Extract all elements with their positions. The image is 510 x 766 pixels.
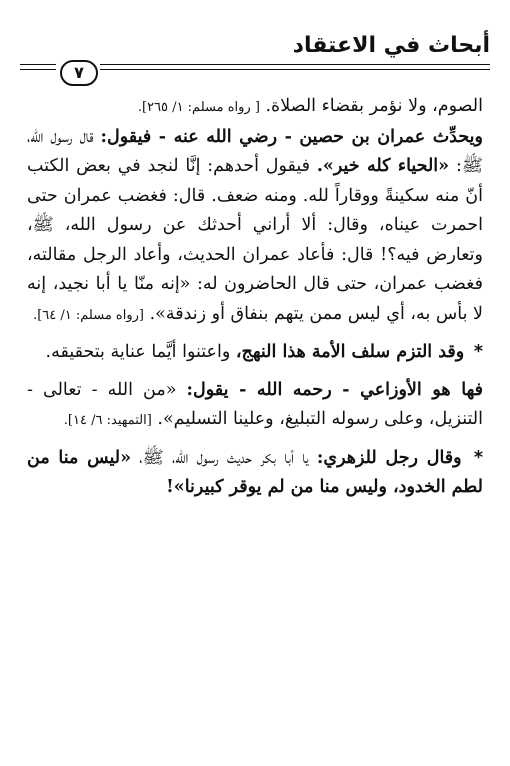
page-number: ٧: [60, 60, 98, 86]
zuhri-quote: «ليس منا من لطم الخدود، وليس منا من لم يوقر كبيرنا»!: [27, 447, 483, 497]
paragraph-gap: [27, 330, 483, 338]
page-body: [27, 92, 483, 503]
hadith-reference: [ رواه مسلم: ١/ ٢٦٥].: [137, 100, 260, 115]
paragraph-1: [27, 92, 483, 123]
paragraph-4: [27, 376, 483, 436]
bullet-marker: *: [473, 447, 483, 468]
book-title: أبحاث في الاعتقاد: [292, 33, 490, 58]
paragraph-3: [27, 338, 483, 368]
zuhri-intro: وقال رجل للزهري:: [316, 447, 462, 468]
bullet-marker: *: [473, 342, 483, 362]
tamheed-reference: [التمهيد: ٦/ ١٤].: [63, 413, 152, 428]
paragraph-5: [27, 444, 483, 503]
paragraph-2: [27, 123, 483, 331]
narration-text: قال رسول الله، ﷺ:: [27, 126, 483, 176]
awzai-quote: «من الله - تعالى - التنزيل، وعلى رسوله التبليغ، وعلينا التسليم».: [27, 379, 483, 429]
paragraph-1-text: الصوم، ولا نؤمر بقضاء الصلاة.: [265, 96, 483, 116]
zuhri-text: يا أبا بكر حديث رسول الله، ﷺ،: [139, 447, 309, 468]
hadith-reference: [رواه مسلم: ١/ ٦٤].: [33, 307, 144, 323]
header-rule-right: [100, 64, 490, 70]
hadith-quote: «الحياء كله خير».: [316, 156, 450, 176]
paragraph-gap: [27, 436, 483, 444]
narration-intro: ويحدِّث عمران بن حصين - رضي الله عنه - فيقول:: [100, 126, 483, 147]
paragraph-3-bold: وقد التزم سلف الأمة هذا النهج،: [235, 342, 465, 362]
paragraph-3-text: واعتنوا أيَّما عناية بتحقيقه.: [45, 342, 231, 362]
paragraph-gap: [27, 368, 483, 376]
narration-text: فيقول أحدهم: إنَّا لنجد في بعض الكتب أنّ منه سكينةً ووقاراً لله. ومنه ضعف. قال: فغضب عمران حتى احمرت عيناه، وقال: ألا أراني أحدثك عن رسول الله، ﷺ، وتعارض فيه؟! قال: فأعاد عمران الحديث، وأعاد الرجل مقالته، فغضب عمران، حتى قال الحاضرون له: «إنه منّا يا أبا نجيد، إنه لا بأس به، أي ليس ممن يتهم بنفاق أو زندقة».: [27, 156, 483, 324]
awzai-intro: فها هو الأوزاعي - رحمه الله - يقول:: [186, 379, 483, 400]
page-header: [20, 30, 490, 90]
header-rule-left: [20, 64, 56, 70]
